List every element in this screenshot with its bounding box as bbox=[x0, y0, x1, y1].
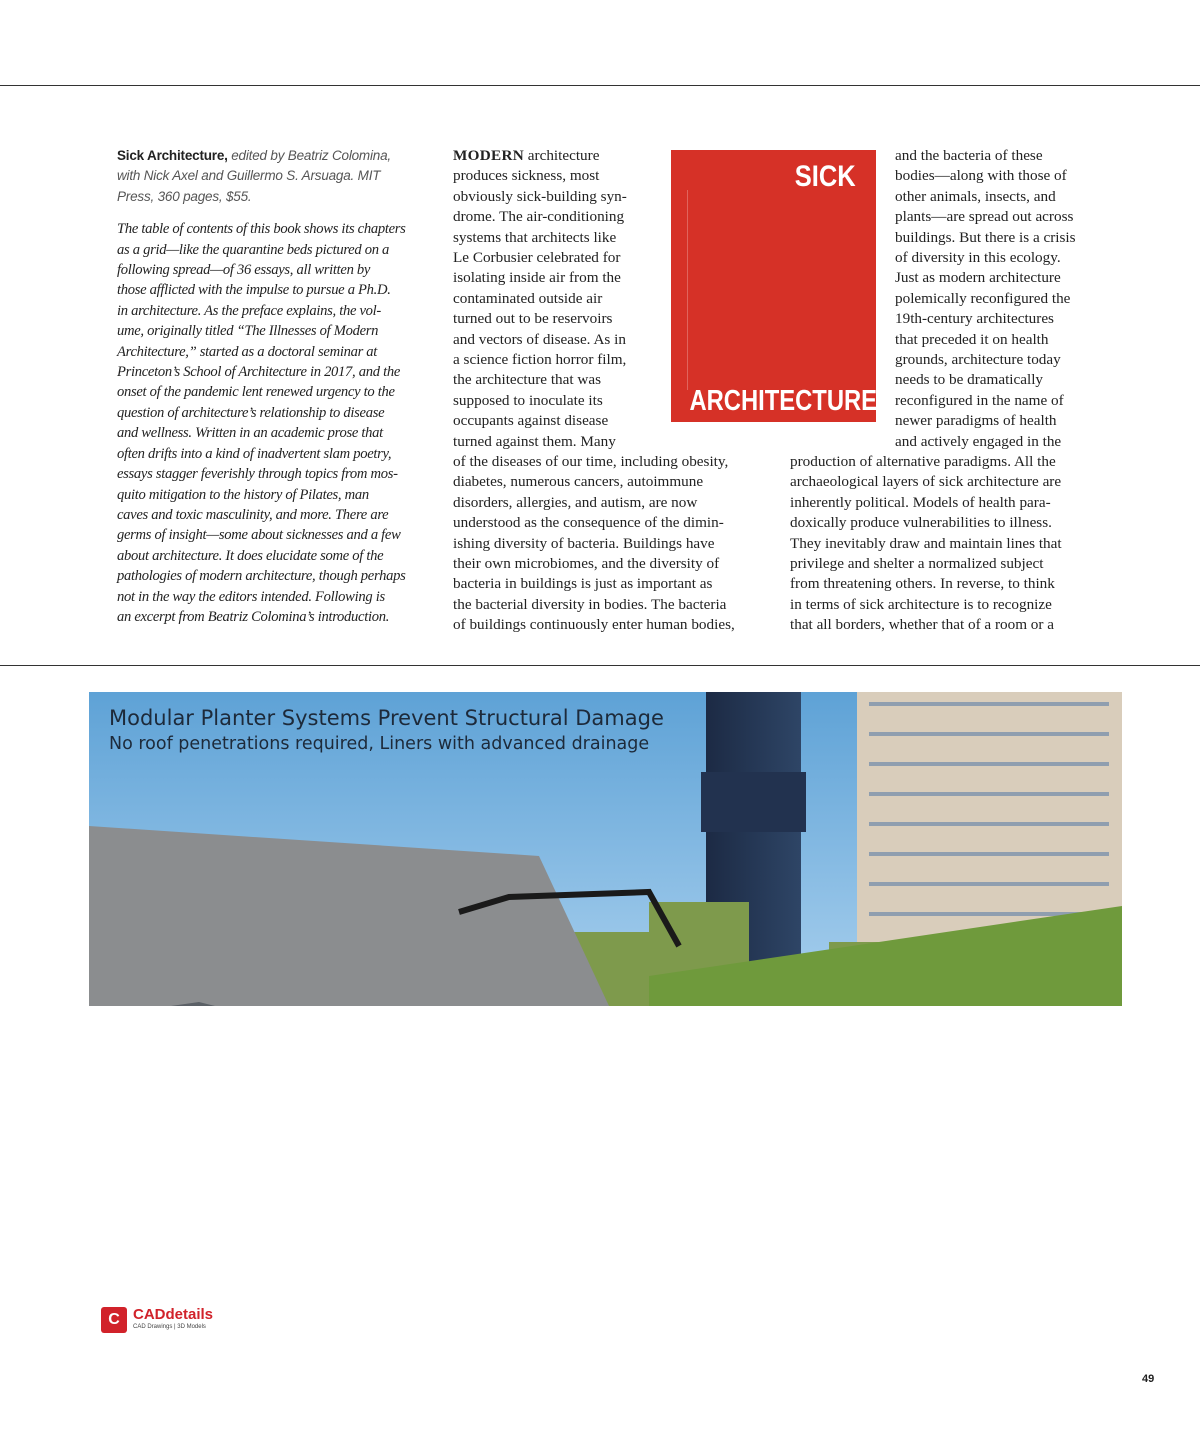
excerpt-line: Just as modern architecture bbox=[895, 269, 1061, 287]
ad-phone[interactable]: 305-857-0466 bbox=[992, 1311, 1113, 1331]
excerpt-line: needs to be dramatically bbox=[895, 371, 1044, 389]
excerpt-line: privilege and shelter a normalized subject bbox=[790, 555, 1044, 573]
blurb-line: following spread—of 36 essays, all written by bbox=[117, 262, 371, 279]
excerpt-line: their own microbiomes, and the diversity of bbox=[453, 555, 720, 573]
excerpt-line: and vectors of disease. As in bbox=[453, 330, 626, 348]
excerpt-line: newer paradigms of health bbox=[895, 412, 1057, 430]
blurb-line: question of architecture’s relationship to disease bbox=[117, 404, 385, 421]
excerpt-line: obviously sick-building syn- bbox=[453, 187, 627, 205]
excerpt-column-right-top bbox=[895, 146, 1100, 452]
ad-feature-2: Lifetime Structural Warranty bbox=[809, 1257, 1057, 1277]
excerpt-line: from threatening others. In reverse, to think bbox=[790, 575, 1055, 593]
excerpt-line: other animals, insects, and bbox=[895, 187, 1056, 205]
excerpt-line: and the bacteria of these bbox=[895, 147, 1043, 164]
excerpt-line: turned against them. Many bbox=[453, 432, 616, 450]
blurb-line: onset of the pandemic lent renewed urgency to the bbox=[117, 384, 395, 401]
excerpt-line: polemically reconfigured the bbox=[895, 289, 1071, 307]
excerpt-line: in terms of sick architecture is to recognize bbox=[790, 595, 1052, 613]
excerpt-line: ishing diversity of bacteria. Buildings have bbox=[453, 534, 715, 552]
ad-feature-3: Anodized Aluminum Frame System bbox=[809, 1280, 1113, 1300]
caddetails-logo-sub: CAD Drawings | 3D Models bbox=[133, 1324, 206, 1330]
blurb-line: Architecture,” started as a doctoral seminar at bbox=[117, 343, 378, 360]
excerpt-line: that preceded it on health bbox=[895, 330, 1049, 348]
excerpt-line: buildings. But there is a crisis bbox=[895, 228, 1076, 246]
excerpt-line: the architecture that was bbox=[453, 371, 602, 389]
excerpt-line: systems that architects like bbox=[453, 228, 617, 246]
blurb-line: an excerpt from Beatriz Colomina’s introduction. bbox=[117, 608, 390, 625]
blurb-line: ume, originally titled “The Illnesses of Modern bbox=[117, 323, 379, 340]
excerpt-line: of buildings continuously enter human bodies, bbox=[453, 616, 735, 634]
excerpt-line: occupants against disease bbox=[453, 412, 609, 430]
caddetails-logo-icon: C bbox=[101, 1307, 127, 1333]
excerpt-line: They inevitably draw and maintain lines that bbox=[790, 534, 1062, 552]
blurb-line: pathologies of modern architecture, though perhaps bbox=[117, 568, 406, 585]
excerpt-line: drome. The air-conditioning bbox=[453, 208, 625, 226]
ad-feature-1: No Design Fee bbox=[809, 1234, 934, 1254]
excerpt-line: archaeological layers of sick architecture are bbox=[790, 473, 1062, 491]
excerpt-line: bacteria in buildings is just as important as bbox=[453, 575, 713, 593]
excerpt-line: inherently political. Models of health para- bbox=[790, 493, 1051, 511]
excerpt-line: contaminated outside air bbox=[453, 289, 603, 307]
ad-website-link[interactable]: DeepStreamDesign.com bbox=[709, 1307, 977, 1332]
blurb-line: in architecture. As the preface explains, the vol- bbox=[117, 302, 381, 319]
excerpt-line: grounds, architecture today bbox=[895, 351, 1061, 369]
cover-title-top: SICK bbox=[795, 160, 856, 193]
ad-headline: Modular Planter Systems Prevent Structural Damage bbox=[109, 706, 664, 730]
caddetails-logo[interactable] bbox=[97, 1303, 219, 1337]
blurb-line: not in the way the editors intended. Following is bbox=[117, 588, 385, 605]
excerpt-line: supposed to inoculate its bbox=[453, 391, 603, 409]
excerpt-line: of the diseases of our time, including obesity, bbox=[453, 453, 729, 470]
excerpt-column-middle-bottom bbox=[453, 452, 771, 636]
ad-subheadline: No roof penetrations required, Liners with advanced drainage bbox=[109, 734, 650, 754]
blurb-line: often drifts into a kind of inadvertent slam poetry, bbox=[117, 445, 392, 462]
excerpt-line: architecture bbox=[523, 147, 600, 164]
top-rule bbox=[0, 85, 1200, 86]
excerpt-column-middle-top bbox=[453, 146, 653, 452]
excerpt-line: of diversity in this ecology. bbox=[895, 249, 1061, 267]
caddetails-logo-name: CADdetails bbox=[133, 1306, 214, 1323]
excerpt-line: turned out to be reservoirs bbox=[453, 310, 613, 328]
review-blurb bbox=[117, 219, 429, 627]
cover-spine-line bbox=[687, 190, 688, 390]
blurb-line: caves and toxic masculinity, and more. There are bbox=[117, 506, 389, 523]
excerpt-line: plants—are spread out across bbox=[895, 208, 1074, 226]
blurb-line: quito mitigation to the history of Pilates, man bbox=[117, 486, 369, 503]
blurb-line: germs of insight—some about sicknesses and a few bbox=[117, 527, 401, 544]
middle-rule bbox=[0, 665, 1200, 666]
excerpt-line: doxically produce vulnerabilities to illness. bbox=[790, 514, 1052, 532]
advertisement[interactable] bbox=[89, 692, 1122, 1006]
blurb-line: as a grid—like the quarantine beds pictured on a bbox=[117, 241, 390, 258]
excerpt-line: production of alternative paradigms. All the bbox=[790, 453, 1056, 470]
excerpt-line: a science fiction horror film, bbox=[453, 351, 627, 369]
excerpt-line: produces sickness, most bbox=[453, 167, 600, 185]
blurb-line: Princeton’s School of Architecture in 2017, and the bbox=[117, 364, 401, 381]
book-cover bbox=[671, 150, 876, 422]
book-review-column bbox=[117, 146, 429, 627]
excerpt-line: the bacterial diversity in bodies. The bacteria bbox=[453, 595, 727, 613]
excerpt-line: bodies—along with those of bbox=[895, 167, 1067, 185]
excerpt-line: diabetes, numerous cancers, autoimmune bbox=[453, 473, 704, 491]
blurb-line: The table of contents of this book shows its chapters bbox=[117, 221, 406, 238]
excerpt-line: and actively engaged in the bbox=[895, 432, 1062, 450]
blurb-line: essays stagger feverishly through topics from mos- bbox=[117, 466, 398, 483]
blurb-line: those afflicted with the impulse to pursue a Ph.D. bbox=[117, 282, 391, 299]
excerpt-line: Le Corbusier celebrated for bbox=[453, 249, 621, 267]
page-number: 49 bbox=[1142, 1373, 1155, 1385]
book-title: Sick Architecture, bbox=[117, 148, 228, 163]
cover-title-bottom: ARCHITECTURE bbox=[689, 385, 878, 417]
book-details: Sick Architecture, edited by Beatriz Colomina, with Nick Axel and Guillermo S. Arsuaga. MIT Press, 360 pages, $55. bbox=[117, 148, 391, 204]
lede-word: MODERN bbox=[453, 147, 524, 164]
excerpt-line: reconfigured in the name of bbox=[895, 391, 1064, 409]
excerpt-line: understood as the consequence of the dimin- bbox=[453, 514, 724, 532]
blurb-line: and wellness. Written in an academic prose that bbox=[117, 425, 383, 442]
excerpt-column-right-bottom bbox=[790, 452, 1100, 636]
blurb-line: about architecture. It does elucidate some of the bbox=[117, 547, 384, 564]
excerpt-line: isolating inside air from the bbox=[453, 269, 621, 287]
excerpt-line: disorders, allergies, and autism, are now bbox=[453, 493, 698, 511]
excerpt-line: 19th-century architectures bbox=[895, 310, 1054, 328]
excerpt-line: that all borders, whether that of a room or a bbox=[790, 616, 1055, 634]
